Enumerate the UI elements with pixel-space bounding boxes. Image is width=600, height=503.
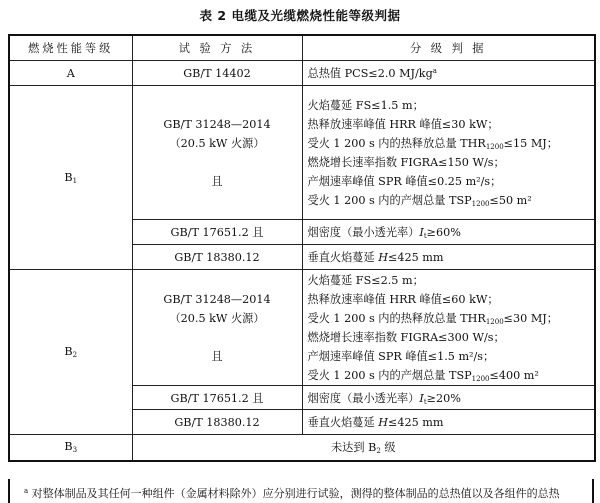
header-grade: 燃烧性能等级 bbox=[9, 35, 132, 61]
criteria-b2: 火焰蔓延 FS≤2.5 m； 热释放速率峰值 HRR 峰值≤60 kW； 受火 1 200 s 内的热释放总量 $THR_{1200}\le 30$ MJ； 燃烧增长速率指数 FIGRA≤300 W/s； 产烟速率峰值 SPR 峰值≤1.5 m²/s； 受火 1 200 s 内的产烟总量 $TSP_{1200}\le 400$ m² bbox=[302, 270, 595, 386]
table-row bbox=[9, 435, 595, 461]
grade-b2: $B_2$ bbox=[9, 270, 132, 435]
criterion-b2-vertical: 垂直火焰蔓延 H≤425 mm bbox=[302, 410, 595, 435]
header-criteria: 分 级 判 据 bbox=[302, 35, 595, 61]
grade-b3: $B_3$ bbox=[9, 435, 132, 461]
criterion-b2-smoke: 烟密度（最小透光率）$I_t\ge 20\%$ bbox=[302, 386, 595, 410]
method-b2-gbt31248: GB/T 31248—2014 （20.5 kW 火源） 且 bbox=[132, 270, 302, 386]
method-b2-gbt18380: GB/T 18380.12 bbox=[132, 410, 302, 435]
criteria-b1: 火焰蔓延 FS≤1.5 m； 热释放速率峰值 HRR 峰值≤30 kW； 受火 1 200 s 内的热释放总量 $THR_{1200}\le 15$ MJ； 燃烧增长速率指数 FIGRA≤150 W/s； 产烟速率峰值 SPR 峰值≤0.25 m²/s； 受火 1 200 s 内的产烟总量 $TSP_{1200}\le 50$ m² bbox=[302, 86, 595, 220]
grade-b1: $B_1$ bbox=[9, 86, 132, 270]
header-row bbox=[9, 35, 595, 61]
criterion-a: 总热值 PCS≤2.0 $MJ/kg^a$ bbox=[302, 61, 595, 86]
method-b2-gbt17651: GB/T 17651.2 且 bbox=[132, 386, 302, 410]
method-b1-gbt17651: GB/T 17651.2 且 bbox=[132, 220, 302, 245]
burning-performance-table bbox=[8, 34, 596, 462]
method-a: GB/T 14402 bbox=[132, 61, 302, 86]
table-caption: 表 2 电缆及光缆燃烧性能等级判据 bbox=[199, 8, 401, 23]
method-b1-gbt18380: GB/T 18380.12 bbox=[132, 245, 302, 270]
criterion-b1-vertical: 垂直火焰蔓延 H≤425 mm bbox=[302, 245, 595, 270]
grade-a: A bbox=[9, 61, 132, 86]
table-row bbox=[9, 61, 595, 86]
footnote-mark: a bbox=[24, 487, 29, 495]
table-footnote bbox=[8, 479, 594, 503]
criterion-b1-smoke: 烟密度（最小透光率）$I_t\ge 60\%$ bbox=[302, 220, 595, 245]
table-row bbox=[9, 270, 595, 386]
table-row bbox=[9, 86, 595, 220]
header-method: 试 验 方 法 bbox=[132, 35, 302, 61]
footnote-text: 对整体制品及其任何一种组件（金属材料除外）应分别进行试验，测得的整体制品的总热值以及各组件的总热 bbox=[28, 487, 560, 500]
method-b1-gbt31248: GB/T 31248—2014 （20.5 kW 火源） 且 bbox=[132, 86, 302, 220]
criterion-b3: 未达到 $B_2$ 级 bbox=[132, 435, 595, 461]
footnote-ref: a bbox=[432, 67, 437, 75]
